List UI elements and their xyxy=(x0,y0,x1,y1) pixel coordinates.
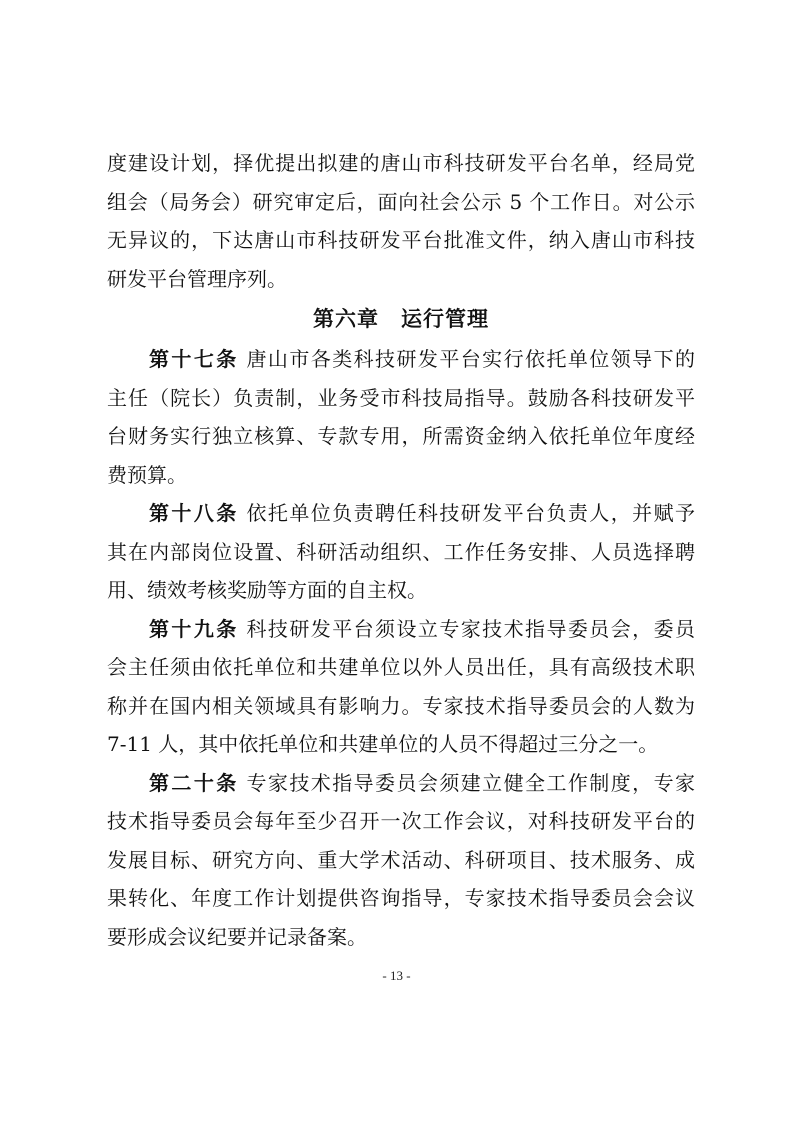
text-line: 发展目标、研究方向、重大学术活动、科研项目、技术服务、成 xyxy=(107,847,695,872)
text-line: 其在内部岗位设置、科研活动组织、工作任务安排、人员选择聘 xyxy=(107,539,695,564)
article-label: 第十七条 xyxy=(149,347,239,371)
article-label: 第二十条 xyxy=(149,770,239,795)
chapter-heading xyxy=(107,298,695,340)
article-text: 专家技术指导委员会须建立健全工作制度，专家 xyxy=(246,770,696,795)
page-number: - 13 - xyxy=(382,968,411,983)
text-line: 要形成会议纪要并记录备案。 xyxy=(107,924,367,949)
text-line xyxy=(107,340,695,379)
text-line xyxy=(107,610,695,649)
article-text: 唐山市各类科技研发平台实行依托单位领导下的 xyxy=(246,347,696,371)
article-label: 第十八条 xyxy=(149,501,239,525)
text-line: 台财务实行独立核算、专款专用，所需资金纳入依托单位年度经 xyxy=(107,424,695,448)
article-17 xyxy=(107,340,695,494)
text-line: 组会（局务会）研究审定后，面向社会公示 5 个工作日。对公示 xyxy=(107,189,695,214)
article-text: 依托单位负责聘任科技研发平台负责人，并赋予 xyxy=(246,501,696,525)
text-line xyxy=(107,494,695,533)
text-line: 费预算。 xyxy=(107,462,187,487)
continuation-paragraph xyxy=(107,144,695,298)
article-text: 科技研发平台须设立专家技术指导委员会，委员 xyxy=(246,616,696,641)
document-body xyxy=(107,144,695,956)
text-line: 研发平台管理序列。 xyxy=(107,266,287,291)
text-line: 主任（院长）负责制，业务受市科技局指导。鼓励各科技研发平 xyxy=(107,385,695,410)
article-20 xyxy=(107,764,695,957)
text-line: 无异议的，下达唐山市科技研发平台批准文件，纳入唐山市科技 xyxy=(107,228,695,252)
text-line: 果转化、年度工作计划提供咨询指导，专家技术指导委员会会议 xyxy=(107,886,695,910)
text-line: 度建设计划，择优提出拟建的唐山市科技研发平台名单，经局党 xyxy=(107,151,695,175)
chapter-number: 第六章 xyxy=(313,307,379,331)
article-18 xyxy=(107,494,695,610)
text-line: 称并在国内相关领域具有影响力。专家技术指导委员会的人数为 xyxy=(107,693,695,718)
article-19 xyxy=(107,610,695,764)
text-line: 用、绩效考核奖励等方面的自主权。 xyxy=(107,578,427,602)
text-line: 7-11 人，其中依托单位和共建单位的人员不得超过三分之一。 xyxy=(107,732,659,756)
text-line xyxy=(107,764,695,803)
text-line: 技术指导委员会每年至少召开一次工作会议，对科技研发平台的 xyxy=(107,809,695,833)
text-line: 会主任须由依托单位和共建单位以外人员出任，具有高级技术职 xyxy=(107,655,695,679)
chapter-title: 运行管理 xyxy=(401,307,489,331)
article-label: 第十九条 xyxy=(149,616,239,641)
